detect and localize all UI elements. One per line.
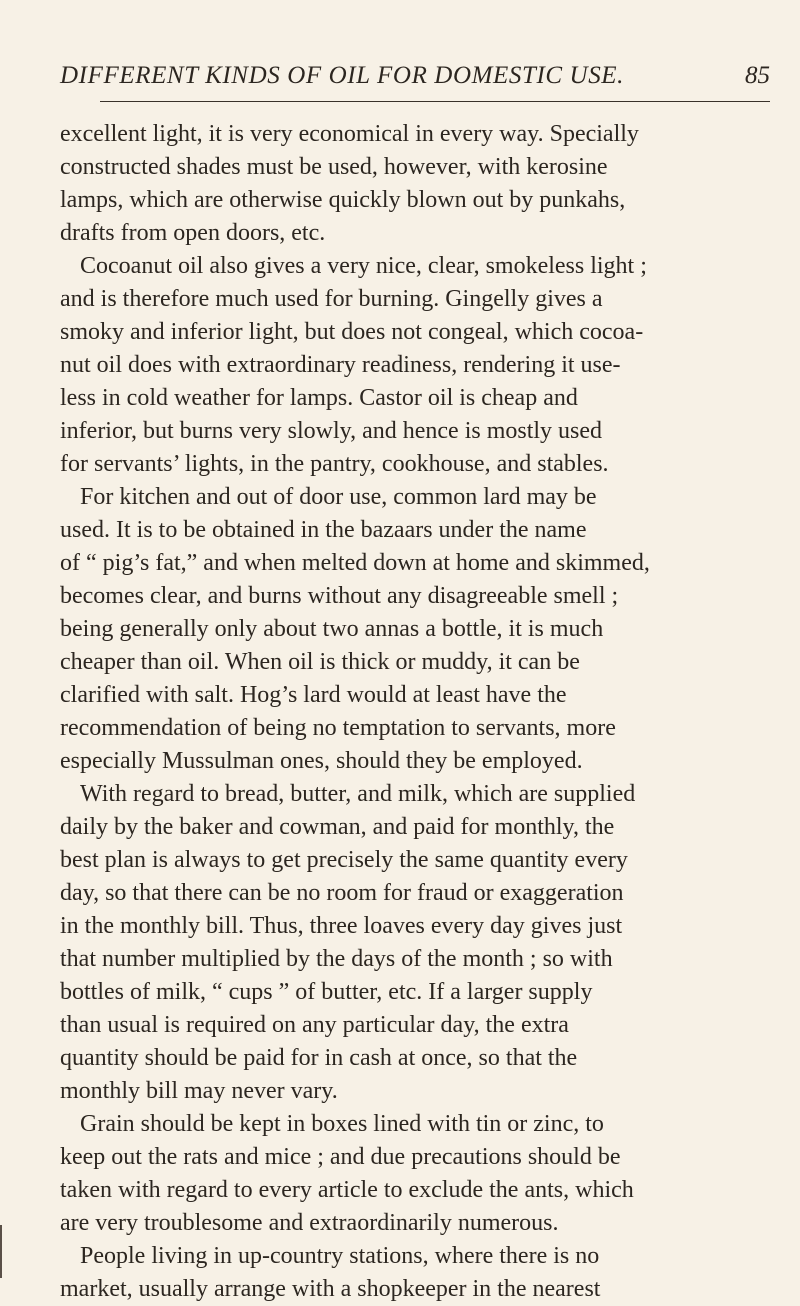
text-line: inferior, but burns very slowly, and hence is mostly used (60, 418, 603, 444)
text-line: smoky and inferior light, but does not congeal, which cocoa- (60, 319, 644, 345)
text-line: especially Mussulman ones, should they be employed. (60, 748, 583, 774)
body-text (60, 118, 780, 1306)
text-line: in the monthly bill. Thus, three loaves every day gives just (60, 913, 623, 939)
text-line: becomes clear, and burns without any disagreeable smell ; (60, 583, 619, 609)
text-line: recommendation of being no temptation to servants, more (60, 715, 616, 741)
text-line: keep out the rats and mice ; and due precautions should be (60, 1144, 621, 1170)
page-number: 85 (745, 62, 770, 89)
text-line: are very troublesome and extraordinarily numerous. (60, 1210, 559, 1236)
text-line: drafts from open doors, etc. (60, 220, 326, 246)
text-line: monthly bill may never vary. (60, 1078, 338, 1104)
text-line: bottles of milk, “ cups ” of butter, etc. If a larger supply (60, 979, 593, 1005)
text-line: for servants’ lights, in the pantry, cookhouse, and stables. (60, 451, 609, 477)
text-line: of “ pig’s fat,” and when melted down at home and skimmed, (60, 550, 650, 576)
text-line: used. It is to be obtained in the bazaars under the name (60, 517, 587, 543)
text-line: best plan is always to get precisely the same quantity every (60, 847, 628, 873)
text-line: excellent light, it is very economical in every way. Specially (60, 121, 639, 147)
text-line: constructed shades must be used, however, with kerosine (60, 154, 608, 180)
header-rule (100, 101, 770, 102)
text-line: clarified with salt. Hog’s lard would at least have the (60, 682, 567, 708)
text-line: less in cold weather for lamps. Castor oil is cheap and (60, 385, 578, 411)
text-line: quantity should be paid for in cash at once, so that the (60, 1045, 578, 1071)
paragraph-start-line: Cocoanut oil also gives a very nice, clear, smokeless light ; (80, 253, 647, 279)
text-line: than usual is required on any particular day, the extra (60, 1012, 569, 1038)
paragraph-start-line: Grain should be kept in boxes lined with tin or zinc, to (80, 1111, 604, 1137)
page-edge-mark (0, 1225, 2, 1278)
paragraph-start-line: With regard to bread, butter, and milk, which are supplied (80, 781, 636, 807)
text-line: taken with regard to every article to exclude the ants, which (60, 1177, 634, 1203)
running-head (60, 60, 770, 96)
paragraph-start-line: For kitchen and out of door use, common lard may be (80, 484, 597, 510)
text-line: lamps, which are otherwise quickly blown out by punkahs, (60, 187, 626, 213)
paragraph-start-line: People living in up-country stations, where there is no (80, 1243, 600, 1269)
running-title: DIFFERENT KINDS OF OIL FOR DOMESTIC USE. (60, 62, 625, 89)
text-line: and is therefore much used for burning. Gingelly gives a (60, 286, 603, 312)
text-line: daily by the baker and cowman, and paid for monthly, the (60, 814, 615, 840)
text-line: cheaper than oil. When oil is thick or muddy, it can be (60, 649, 580, 675)
text-line: being generally only about two annas a bottle, it is much (60, 616, 604, 642)
text-line: nut oil does with extraordinary readiness, rendering it use- (60, 352, 621, 378)
text-line: market, usually arrange with a shopkeeper in the nearest (60, 1276, 601, 1302)
text-line: that number multiplied by the days of the month ; so with (60, 946, 613, 972)
text-line: day, so that there can be no room for fraud or exaggeration (60, 880, 624, 906)
